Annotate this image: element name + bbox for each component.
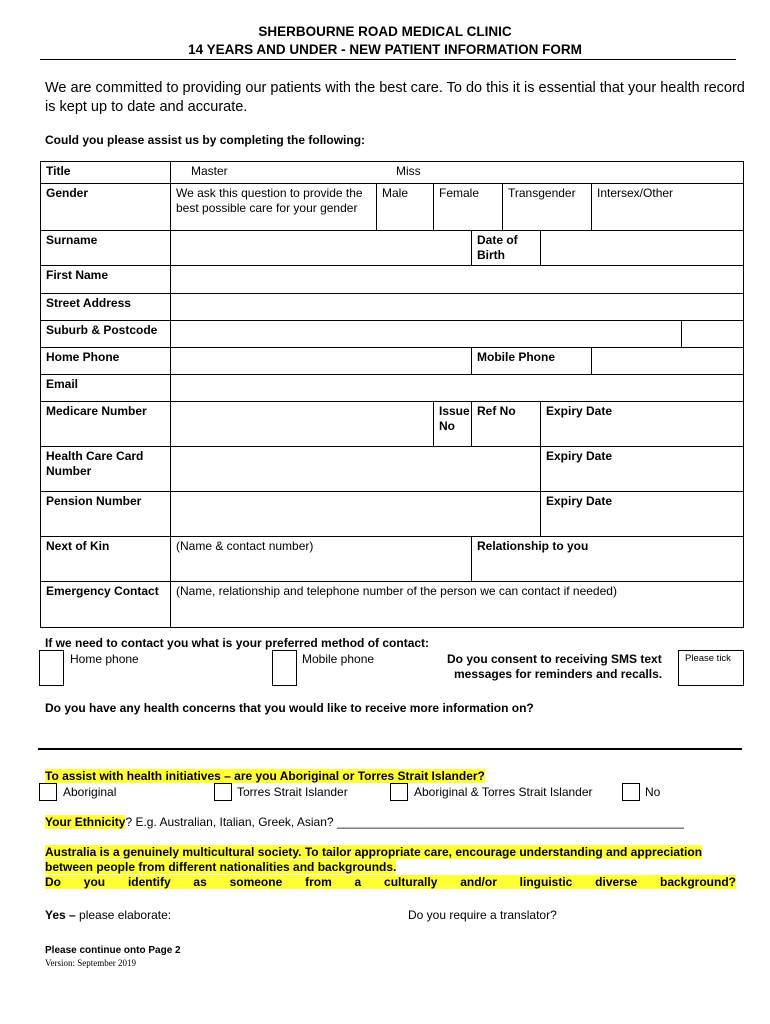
title-options[interactable] <box>171 162 744 184</box>
first-name-label: First Name <box>41 266 171 294</box>
postcode-field[interactable] <box>682 321 744 348</box>
home-phone-option: Home phone <box>70 652 139 666</box>
row-phone <box>41 348 744 375</box>
gender-transgender[interactable]: Transgender <box>503 184 592 231</box>
both-checkbox[interactable] <box>390 783 408 801</box>
suburb-label: Suburb & Postcode <box>41 321 171 348</box>
please-tick-label: Please tick <box>685 653 731 664</box>
title-label: Title <box>41 162 171 184</box>
email-field[interactable] <box>171 375 744 402</box>
mobile-phone-option: Mobile phone <box>302 652 375 666</box>
ethnicity-prompt: ? E.g. Australian, Italian, Greek, Asian? ____________________________________________________ <box>125 815 684 829</box>
sms-consent-line2: messages for reminders and recalls. <box>454 667 663 681</box>
row-street <box>41 294 744 321</box>
multicultural-line2: between people from different nationalities and backgrounds. <box>45 860 397 874</box>
patient-info-table <box>40 161 744 628</box>
dob-label: Date of Birth <box>472 231 541 266</box>
gender-female[interactable]: Female <box>434 184 503 231</box>
clinic-name: SHERBOURNE ROAD MEDICAL CLINIC <box>258 24 512 39</box>
both-option: Aboriginal & Torres Strait Islander <box>414 785 593 799</box>
home-phone-label: Home Phone <box>41 348 171 375</box>
home-phone-checkbox[interactable] <box>39 650 64 686</box>
medicare-label: Medicare Number <box>41 402 171 447</box>
surname-label: Surname <box>41 231 171 266</box>
title-underline <box>40 59 736 60</box>
relationship-label: Relationship to you <box>472 537 744 582</box>
dob-field[interactable] <box>541 231 744 266</box>
ethnicity-row[interactable] <box>45 815 684 829</box>
first-name-field[interactable] <box>171 266 744 294</box>
hcc-label: Health Care Card Number <box>41 447 171 492</box>
torres-option: Torres Strait Islander <box>237 785 348 799</box>
row-health-care-card <box>41 447 744 492</box>
version-note: Version: September 2019 <box>45 958 136 968</box>
aboriginal-checkbox[interactable] <box>39 783 57 801</box>
sms-consent-box[interactable] <box>678 650 744 686</box>
multicultural-line3: Do you identify as someone from a culturally and/or linguistic diverse background? <box>45 875 736 889</box>
yes-elaborate <box>45 908 171 922</box>
gender-intersex[interactable]: Intersex/Other <box>592 184 744 231</box>
translator-question: Do you require a translator? <box>408 908 557 922</box>
surname-field[interactable] <box>171 231 472 266</box>
email-label: Email <box>41 375 171 402</box>
aboriginal-option: Aboriginal <box>63 785 117 799</box>
health-concerns-line[interactable] <box>38 748 742 750</box>
form-title: 14 YEARS AND UNDER - NEW PATIENT INFORMATION FORM <box>188 42 582 57</box>
nok-field[interactable]: (Name & contact number) <box>171 537 472 582</box>
title-miss[interactable]: Miss <box>396 164 421 178</box>
yes-label: Yes – <box>45 908 76 922</box>
hcc-expiry-label: Expiry Date <box>541 447 744 492</box>
row-medicare <box>41 402 744 447</box>
row-emergency <box>41 582 744 628</box>
street-field[interactable] <box>171 294 744 321</box>
assist-prompt: Could you please assist us by completing the following: <box>45 133 366 147</box>
title-master[interactable]: Master <box>191 164 228 178</box>
row-suburb <box>41 321 744 348</box>
pension-label: Pension Number <box>41 492 171 537</box>
row-title <box>41 162 744 184</box>
medicare-field[interactable] <box>171 402 434 447</box>
home-phone-field[interactable] <box>171 348 472 375</box>
row-email <box>41 375 744 402</box>
medicare-expiry-label: Expiry Date <box>541 402 744 447</box>
elaborate-text: please elaborate: <box>75 908 172 922</box>
mobile-phone-label: Mobile Phone <box>472 348 592 375</box>
suburb-field[interactable] <box>171 321 682 348</box>
pension-expiry-label: Expiry Date <box>541 492 744 537</box>
no-checkbox[interactable] <box>622 783 640 801</box>
row-gender <box>41 184 744 231</box>
gender-note: We ask this question to provide the best possible care for your gender <box>171 184 377 231</box>
no-option: No <box>645 785 661 799</box>
continue-note: Please continue onto Page 2 <box>45 945 181 956</box>
row-surname <box>41 231 744 266</box>
ref-no-label: Ref No <box>472 402 541 447</box>
emergency-label: Emergency Contact <box>41 582 171 628</box>
emergency-field[interactable]: (Name, relationship and telephone number of the person we can contact if needed) <box>171 582 744 628</box>
ethnicity-label: Your Ethnicity <box>45 815 126 829</box>
indigenous-question: To assist with health initiatives – are you Aboriginal or Torres Strait Islander? <box>45 769 485 783</box>
row-pension <box>41 492 744 537</box>
hcc-field[interactable] <box>171 447 541 492</box>
mobile-phone-checkbox[interactable] <box>272 650 297 686</box>
multicultural-line1: Australia is a genuinely multicultural society. To tailor appropriate care, encourage understanding and appreciation <box>45 845 703 859</box>
gender-label: Gender <box>41 184 171 231</box>
mobile-phone-field[interactable] <box>592 348 744 375</box>
gender-male[interactable]: Male <box>377 184 434 231</box>
sms-consent-line1: Do you consent to receiving SMS text <box>447 652 662 666</box>
nok-label: Next of Kin <box>41 537 171 582</box>
street-label: Street Address <box>41 294 171 321</box>
health-concerns-question: Do you have any health concerns that you would like to receive more information on? <box>45 701 534 715</box>
issue-no-label: Issue No <box>434 402 472 447</box>
contact-question: If we need to contact you what is your preferred method of contact: <box>45 636 430 650</box>
row-first-name <box>41 266 744 294</box>
torres-checkbox[interactable] <box>214 783 232 801</box>
intro-text: We are committed to providing our patients with the best care. To do this it is essential that your health record is kept up to date and accurate. <box>45 80 745 115</box>
pension-field[interactable] <box>171 492 541 537</box>
row-next-of-kin <box>41 537 744 582</box>
